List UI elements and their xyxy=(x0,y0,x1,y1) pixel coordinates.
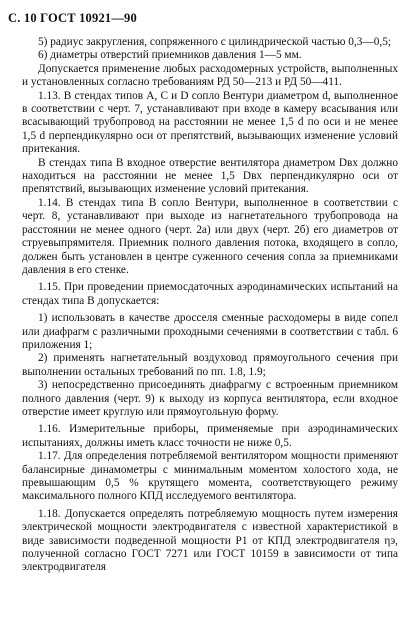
paragraph: 5) радиус закругления, сопряженного с цилиндрической частью 0,3—0,5; xyxy=(38,36,391,48)
paragraph: 1.17. Для определения потребляемой вентилятором мощности применяют балансирные динамометры с минимальным моментом холостого хода, не превышающим 0,5 % крутящего момента, соответствующего режиму максимального полного КПД исследуемого вентилятора. xyxy=(22,450,398,503)
document-body xyxy=(22,36,398,575)
paragraph: 6) диаметры отверстий приемников давления 1—5 мм. xyxy=(38,49,302,62)
paragraph: 1.16. Измерительные приборы, применяемые при аэродинамических испытаниях, должны иметь класс точности не ниже 0,5. xyxy=(22,423,398,449)
paragraph: 1) использовать в качестве дросселя сменные расходомеры в виде сопел или диафрагм с различными проходными сечениями в соответствии с табл. 6 приложения 1; xyxy=(22,312,398,351)
paragraph: 1.14. В стендах типа В сопло Вентури, выполненное в соответствии с черт. 8, устанавливают при выходе из нагнетательного трубопровода на расстоянии не менее одного (черт. 2а) или двух (черт. 2б) его диаметров от струевыпрямителя. Приемник полного давления потока, входящего в сопло, должен быть установлен в центре суженного сечения сопла за приемниками давления в его стенке. xyxy=(22,196,398,276)
paragraph: 1.18. Допускается определять потребляемую мощность путем измерения электрической мощности электродвигателя с известной характеристикой в виде зависимости подведенной мощности P1 от КПД электродвигателя ηэ, полученной согласно ГОСТ 7271 или ГОСТ 10159 в зависимости от типа электродвигателя xyxy=(22,507,398,574)
paragraph: 1.15. При проведении приемосдаточных аэродинамических испытаний на стендах типа В допускается: xyxy=(22,281,398,307)
paragraph: 2) применять нагнетательный воздуховод прямоугольного сечения при выполнении остальных требований по пп. 1.8, 1.9; xyxy=(22,352,398,378)
page-header: С. 10 ГОСТ 10921—90 xyxy=(8,11,137,25)
paragraph: 1.13. В стендах типов А, С и D сопло Вентури диаметром d, выполненное в соответствии с черт. 7, устанавливают при входе в камеру всасывания или всасывающий трубопровод на расстоянии не менее 1,5 d по оси и не менее 1,5 d перпендикулярно оси от препятствий, вызывающих изменение условий притекания. xyxy=(22,89,398,156)
paragraph: 3) непосредственно присоединять диафрагму с встроенным приемником полного давления (черт. 9) к выходу из корпуса вентилятора, если входное отверстие имеет круглую или прямоугольную форму. xyxy=(22,379,398,418)
paragraph: В стендах типа В входное отверстие вентилятора диаметром Dвх должно находиться на расстоянии не менее 1,5 Dвх перпендикулярно оси от препятствий, вызывающих изменение условий притекания. xyxy=(22,156,398,196)
paragraph: Допускается применение любых расходомерных устройств, выполненных и установленных согласно требованиям РД 50—213 и РД 50—411. xyxy=(22,62,398,89)
